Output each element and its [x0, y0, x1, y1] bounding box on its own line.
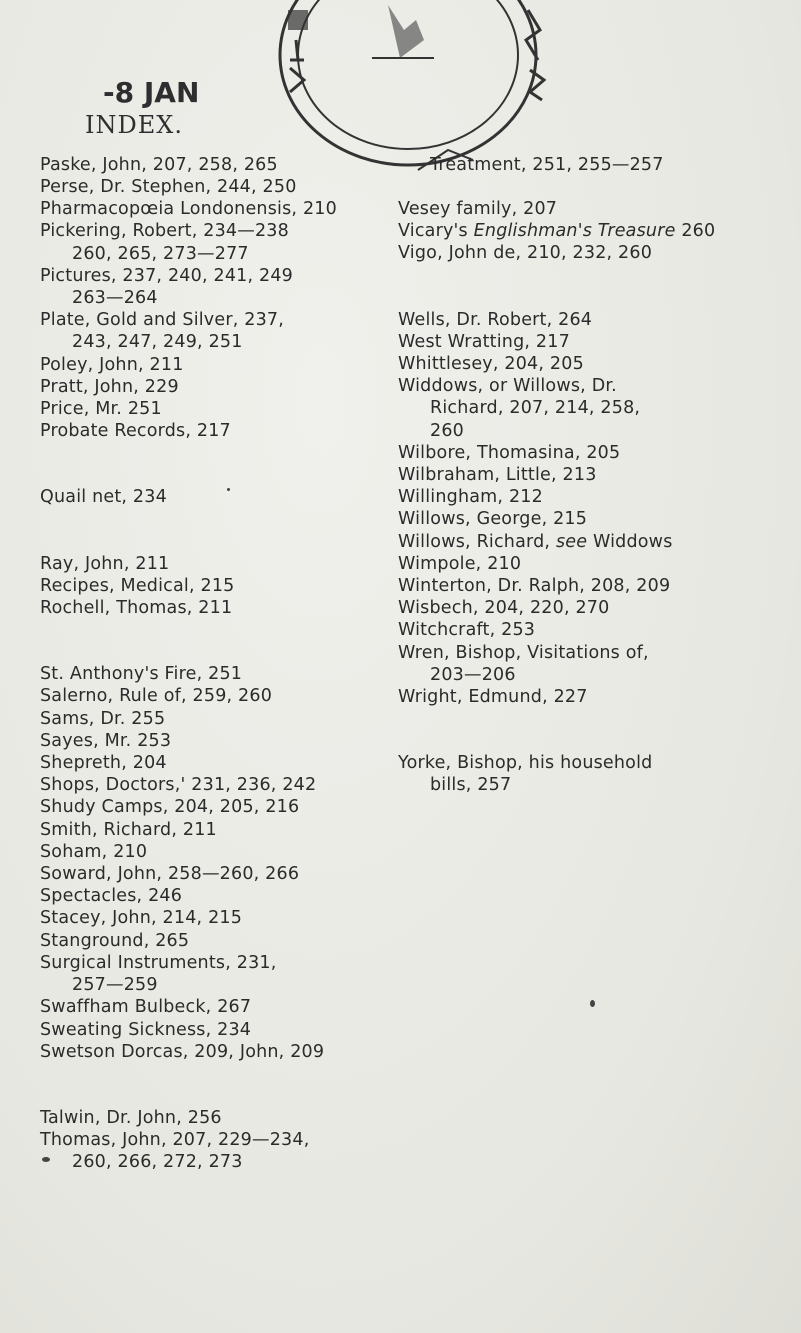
index-entry: Witchcraft, 253 — [398, 620, 536, 641]
index-entry: Vicary's Englishman's Treasure 260 — [398, 221, 716, 242]
spacer — [40, 442, 370, 486]
index-entry: St. Anthony's Fire, 251 — [40, 664, 243, 685]
index-entry: Plate, Gold and Silver, 237, — [40, 310, 285, 331]
index-entry: Shepreth, 204 — [40, 753, 167, 774]
index-entry: Wright, Edmund, 227 — [398, 687, 588, 708]
spacer — [40, 1063, 370, 1107]
index-entry: Price, Mr. 251 — [40, 399, 162, 420]
index-entry: Stacey, John, 214, 215 — [40, 908, 243, 929]
index-entry: Willows, Richard, see Widdows — [398, 531, 673, 552]
index-entry: Talwin, Dr. John, 256 — [40, 1107, 222, 1128]
index-entry: Recipes, Medical, 215 — [40, 575, 235, 596]
index-entry: Vesey family, 207 — [398, 199, 558, 219]
index-entry: West Wratting, 217 — [398, 331, 570, 352]
index-entry: Swaffham Bulbeck, 267 — [40, 997, 252, 1018]
index-entry: Wisbech, 204, 220, 270 — [398, 598, 610, 619]
index-entry: Smith, Richard, 211 — [40, 819, 217, 840]
index-entry-header-left: Paske, John, 207, 258, 265 — [40, 155, 278, 175]
spacer — [40, 619, 370, 663]
index-entry: Winterton, Dr. Ralph, 208, 209 — [398, 576, 671, 597]
index-entry: Swetson Dorcas, 209, John, 209 — [40, 1041, 325, 1062]
index-entry: Spectacles, 246 — [40, 886, 183, 907]
index-entry: Salerno, Rule of, 259, 260 — [40, 686, 273, 707]
spacer — [398, 176, 798, 198]
index-entry: Pratt, John, 229 — [40, 376, 179, 397]
index-entry: Willows, George, 215 — [398, 509, 588, 530]
index-entry: Willingham, 212 — [398, 487, 543, 508]
index-entry: Surgical Instruments, 231, — [40, 952, 277, 973]
index-entry: Widdows, or Willows, Dr. — [398, 376, 617, 397]
index-entry: 257—259 — [72, 975, 158, 996]
index-entry: 243, 247, 249, 251 — [72, 332, 243, 353]
index-entry: Wren, Bishop, Visitations of, — [398, 642, 649, 663]
index-entry: Stanground, 265 — [40, 930, 190, 951]
index-entry-header-right: Treatment, 251, 255—257 — [430, 155, 664, 175]
index-entry: Shops, Doctors,' 231, 236, 242 — [40, 775, 317, 796]
index-entry: Rochell, Thomas, 211 — [40, 598, 233, 619]
index-entry: Soham, 210 — [40, 841, 148, 862]
index-entry: Perse, Dr. Stephen, 244, 250 — [40, 177, 297, 197]
index-entry: Pickering, Robert, 234—238 — [40, 221, 289, 242]
right-column — [398, 176, 798, 797]
index-entry: Ray, John, 211 — [40, 553, 170, 574]
index-entry: Pharmacopœia Londonensis, 210 — [40, 199, 337, 220]
stamp-date: -8 JAN — [103, 76, 200, 109]
index-entry: 260, 265, 273—277 — [72, 243, 249, 264]
index-entry: Wilbore, Thomasina, 205 — [398, 442, 621, 463]
index-entry: Thomas, John, 207, 229—234, — [40, 1130, 310, 1151]
index-entry: 260, 266, 272, 273 — [72, 1152, 243, 1173]
index-entry: Wimpole, 210 — [398, 553, 522, 574]
index-entry: Sams, Dr. 255 — [40, 708, 166, 729]
ink-speck — [42, 1157, 50, 1162]
index-entry: Shudy Camps, 204, 205, 216 — [40, 797, 300, 818]
index-entry: Richard, 207, 214, 258, — [430, 398, 641, 419]
index-entry: Quail net, 234 — [40, 487, 167, 508]
index-entry: Vigo, John de, 210, 232, 260 — [398, 243, 653, 264]
index-entry: Wells, Dr. Robert, 264 — [398, 309, 593, 330]
index-entry: 260 — [430, 420, 465, 441]
left-column — [40, 176, 370, 1174]
spacer — [40, 509, 370, 553]
index-entry: Soward, John, 258—260, 266 — [40, 864, 300, 885]
index-entry: Poley, John, 211 — [40, 354, 184, 375]
index-entry: 263—264 — [72, 288, 158, 309]
index-entry: Yorke, Bishop, his household — [398, 753, 653, 774]
spacer — [398, 265, 798, 309]
stamp-label: INDEX. — [85, 111, 183, 139]
index-entry: 203—206 — [430, 664, 516, 685]
index-entry: Probate Records, 217 — [40, 421, 231, 442]
ink-speck — [227, 488, 230, 491]
ink-speck — [590, 1000, 595, 1007]
spacer — [398, 708, 798, 752]
index-entry: Sayes, Mr. 253 — [40, 730, 172, 751]
index-entry: Whittlesey, 204, 205 — [398, 354, 584, 375]
index-entry: Pictures, 237, 240, 241, 249 — [40, 265, 294, 286]
index-entry: bills, 257 — [430, 775, 512, 796]
index-entry: Wilbraham, Little, 213 — [398, 465, 597, 486]
index-entry: Sweating Sickness, 234 — [40, 1019, 252, 1040]
